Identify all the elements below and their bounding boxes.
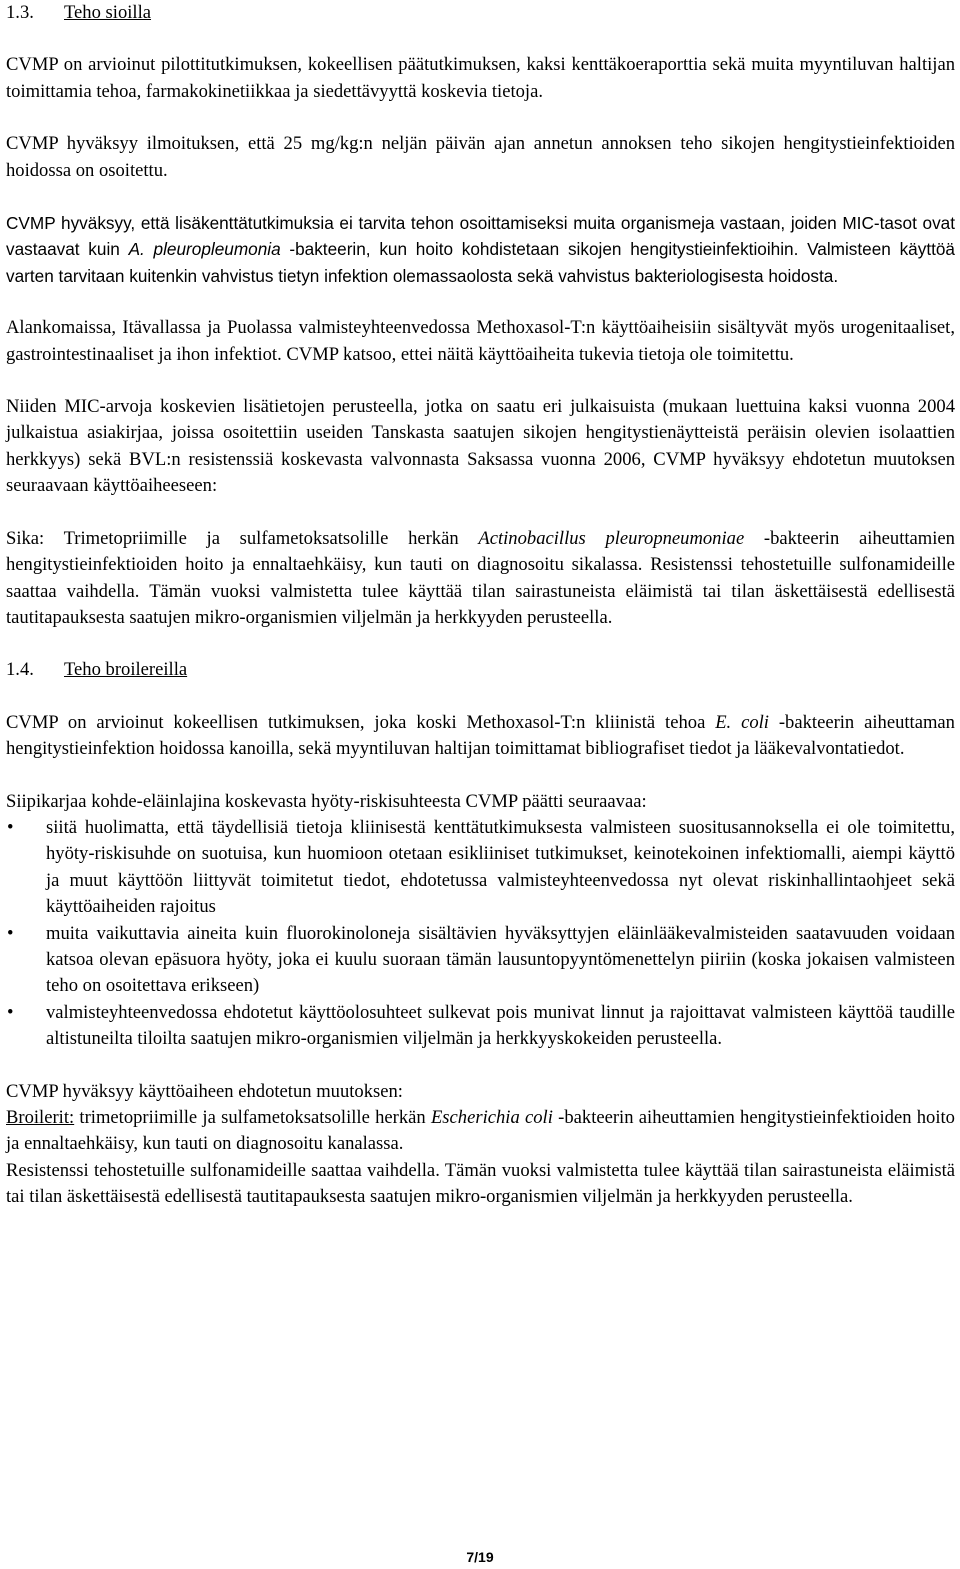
list-item: • muita vaikuttavia aineita kuin fluorokinoloneja sisältävien hyväksyttyjen eläinlääkevalmisteiden saatavuuden voidaan katsoa olevan epäsuora hyöty, joka ei kuulu suoraan tämän lausuntopyyntömenettelyn piiriin (koska jokaisen valmisteen teho on osoitettava erikseen): [7, 922, 955, 997]
section-heading-1-3: [6, 0, 955, 26]
page-number: 7/19: [466, 1549, 494, 1565]
paragraph: CVMP on arvioinut pilottitutkimuksen, kokeellisen päätutkimuksen, kaksi kenttäkoeraporttia sekä muita myyntiluvan haltijan toimittamia tehoa, farmakokinetiikkaa ja siedettävyyttä koskevia tietoja.: [6, 54, 955, 102]
section-number: 1.3.: [6, 2, 34, 23]
section-title: Teho sioilla: [64, 2, 152, 23]
paragraph: Niiden MIC-arvoja koskevien lisätietojen perusteella, jotka on saatu eri julkaisuista (mukaan luettuina kaksi vuonna 2004 julkaistua asiakirjaa, joissa osoitettiin useiden Tanskasta saatujen sikojen hengitystienäytteistä peräisin olevien isolaattien herkkyys) sekä BVL:n resistenssiä koskevasta valvonnasta Saksassa vuonna 2006, CVMP hyväksyy ehdotetun muutoksen seuraavaan käyttöaiheeseen:: [6, 396, 955, 497]
paragraph: Resistenssi tehostetuille sulfonamideille saattaa vaihdella. Tämän vuoksi valmistetta tulee käyttää tilan sairastuneista eläimistä tai tilan äskettäisestä edellisestä tautitapauksesta saatujen mikro-organismien viljelmän ja herkkyyden perusteella.: [6, 1159, 955, 1208]
bullet-icon: •: [7, 816, 14, 838]
section-heading-1-4: [6, 657, 955, 683]
document-page: [6, 0, 955, 1211]
paragraph: CVMP on arvioinut kokeellisen tutkimuksen, joka koski Methoxasol-T:n kliinistä tehoa E. coli -bakteerin aiheuttaman hengitystieinfektion hoidossa kanoilla, sekä myyntiluvan haltijan toimittamat bibliografiset tiedot ja lääkevalvontatiedot.: [6, 711, 955, 760]
section-title: Teho broilereilla: [64, 659, 188, 681]
section-number: 1.4.: [6, 659, 34, 681]
paragraph: CVMP hyväksyy, että lisäkenttätutkimuksia ei tarvita tehon osoittamiseksi muita organismeja vastaan, joiden MIC-tasot ovat vastaavat kuin A. pleuropleumonia -bakteerin, kun hoito kohdistetaan sikojen hengitystieinfektioihin. Valmisteen käyttöä varten tarvitaan kuitenkin vahvistus tietyn infektion olemassaolosta sekä vahvistus bakteriologisesta hoidosta.: [6, 213, 955, 286]
bullet-icon: •: [7, 922, 14, 944]
bullet-icon: •: [7, 1001, 14, 1023]
paragraph: Broilerit: trimetopriimille ja sulfametoksatsolille herkän Escherichia coli -bakteerin aiheuttamien hengitystieinfektioiden hoito ja ennaltaehkäisy, kun tauti on diagnosoitu kanalassa.: [6, 1107, 955, 1155]
species-label: Broilerit:: [6, 1107, 75, 1128]
paragraph: Sika: Trimetopriimille ja sulfametoksatsolille herkän Actinobacillus pleuropneumoniae -bakteerin aiheuttamien hengitystieinfektioiden hoito ja ennaltaehkäisy, kun tauti on diagnosoitu sikalassa. Resistenssi tehostetuille sulfonamideille saattaa vaihdella. Tämän vuoksi valmistetta tulee käyttää tilan sairastuneista eläimistä tai tilan äskettäisestä edellisestä tautitapauksesta saatujen mikro-organismien viljelmän ja herkkyyden perusteella.: [6, 527, 955, 628]
list-item: • valmisteyhteenvedossa ehdotetut käyttöolosuhteet sulkevat pois munivat linnut ja rajoittavat valmisteen käyttöä taudille altistuneilta tiloilta saatujen mikro-organismien viljelmän ja herkkyyskokeiden perusteella.: [7, 1001, 955, 1050]
paragraph: CVMP hyväksyy ilmoituksen, että 25 mg/kg:n neljän päivän ajan annetun annoksen teho sikojen hengitystieinfektioiden hoidossa on osoitettu.: [6, 133, 955, 181]
paragraph: CVMP hyväksyy käyttöaiheen ehdotetun muutoksen:: [6, 1080, 403, 1102]
paragraph: Siipikarjaa kohde-eläinlajina koskevasta hyöty-riskisuhteesta CVMP päätti seuraavaa:: [6, 790, 647, 812]
bullet-list: [6, 815, 955, 1053]
list-item: • siitä huolimatta, että täydellisiä tietoja kliinisestä kenttätutkimuksesta valmisteen suositusannoksella ei ole toimitettu, hyöty-riskisuhde on suotuisa, kun huomioon otetaan esikliiniset tutkimukset, keinotekoinen infektiomalli, aiempi käyttö ja muut käyttöön liittyvät toimitetut tiedot, ehdotetussa valmisteyhteenvedossa nyt olevat riskinhallintaohjeet sekä käyttöaiheiden rajoitus: [7, 816, 955, 918]
paragraph: Alankomaissa, Itävallassa ja Puolassa valmisteyhteenvedossa Methoxasol-T:n käyttöaiheisiin sisältyvät myös urogenitaaliset, gastrointestinaaliset ja ihon infektiot. CVMP katsoo, ettei näitä käyttöaiheita tukevia tietoja ole toimitettu.: [6, 317, 955, 365]
